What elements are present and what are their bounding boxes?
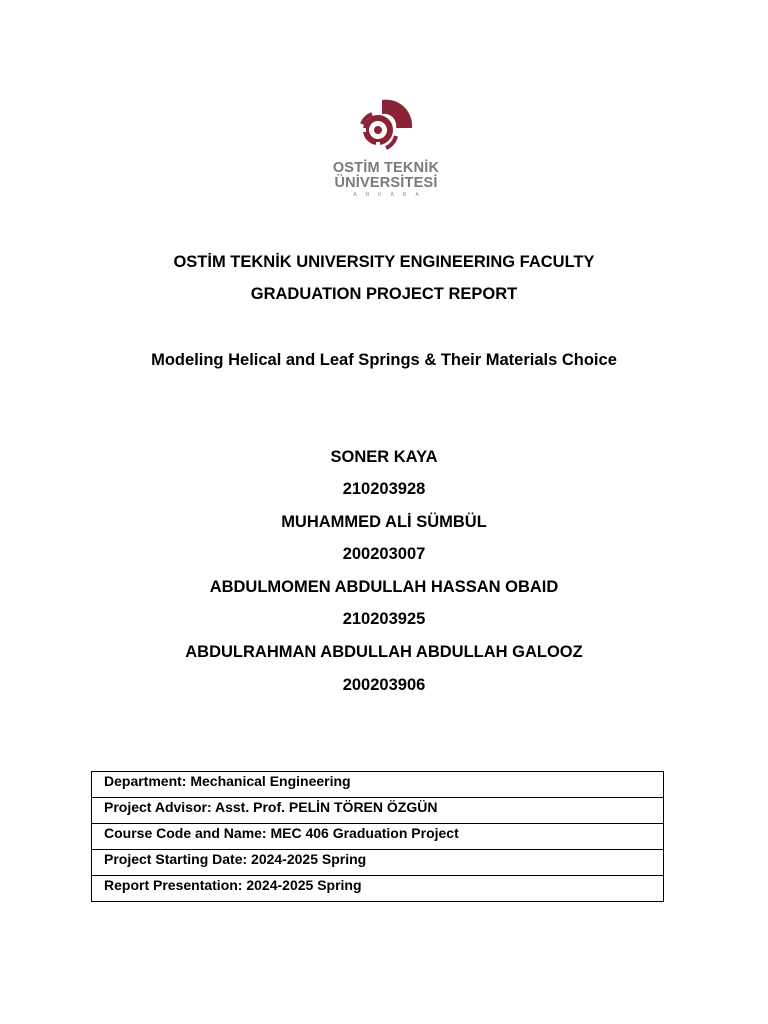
author-name: ABDULMOMEN ABDULLAH HASSAN OBAID bbox=[209, 578, 559, 596]
report-title: Modeling Helical and Leaf Springs & Their Materials Choice bbox=[151, 351, 617, 369]
project-info-table bbox=[91, 771, 664, 902]
advisor-cell: Project Advisor: Asst. Prof. PELİN TÖREN ÖZGÜN bbox=[92, 798, 664, 824]
author-name: SONER KAYA bbox=[330, 448, 438, 466]
start-date-cell: Project Starting Date: 2024-2025 Spring bbox=[92, 850, 664, 876]
table-row bbox=[92, 772, 664, 798]
presentation-cell: Report Presentation: 2024-2025 Spring bbox=[92, 876, 664, 902]
author-student-id: 210203925 bbox=[342, 610, 426, 628]
table-row bbox=[92, 876, 664, 902]
author-name: MUHAMMED ALİ SÜMBÜL bbox=[281, 513, 487, 531]
author-name: ABDULRAHMAN ABDULLAH ABDULLAH GALOOZ bbox=[185, 643, 583, 661]
report-type-heading: GRADUATION PROJECT REPORT bbox=[250, 285, 518, 303]
university-logo bbox=[330, 98, 442, 200]
course-cell: Course Code and Name: MEC 406 Graduation Project bbox=[92, 824, 664, 850]
table-row bbox=[92, 850, 664, 876]
table-row bbox=[92, 824, 664, 850]
faculty-heading: OSTİM TEKNİK UNIVERSITY ENGINEERING FACULTY bbox=[173, 253, 595, 271]
author-student-id: 200203007 bbox=[342, 545, 426, 563]
university-logo-icon bbox=[358, 98, 414, 156]
author-student-id: 210203928 bbox=[342, 480, 426, 498]
logo-name-line2: ÜNİVERSİTESİ bbox=[334, 175, 438, 191]
author-student-id: 200203906 bbox=[342, 676, 426, 694]
table-row bbox=[92, 798, 664, 824]
department-cell: Department: Mechanical Engineering bbox=[92, 772, 664, 798]
logo-name-line1: OSTİM TEKNİK bbox=[332, 160, 440, 176]
logo-city: ANKARA bbox=[353, 192, 428, 198]
